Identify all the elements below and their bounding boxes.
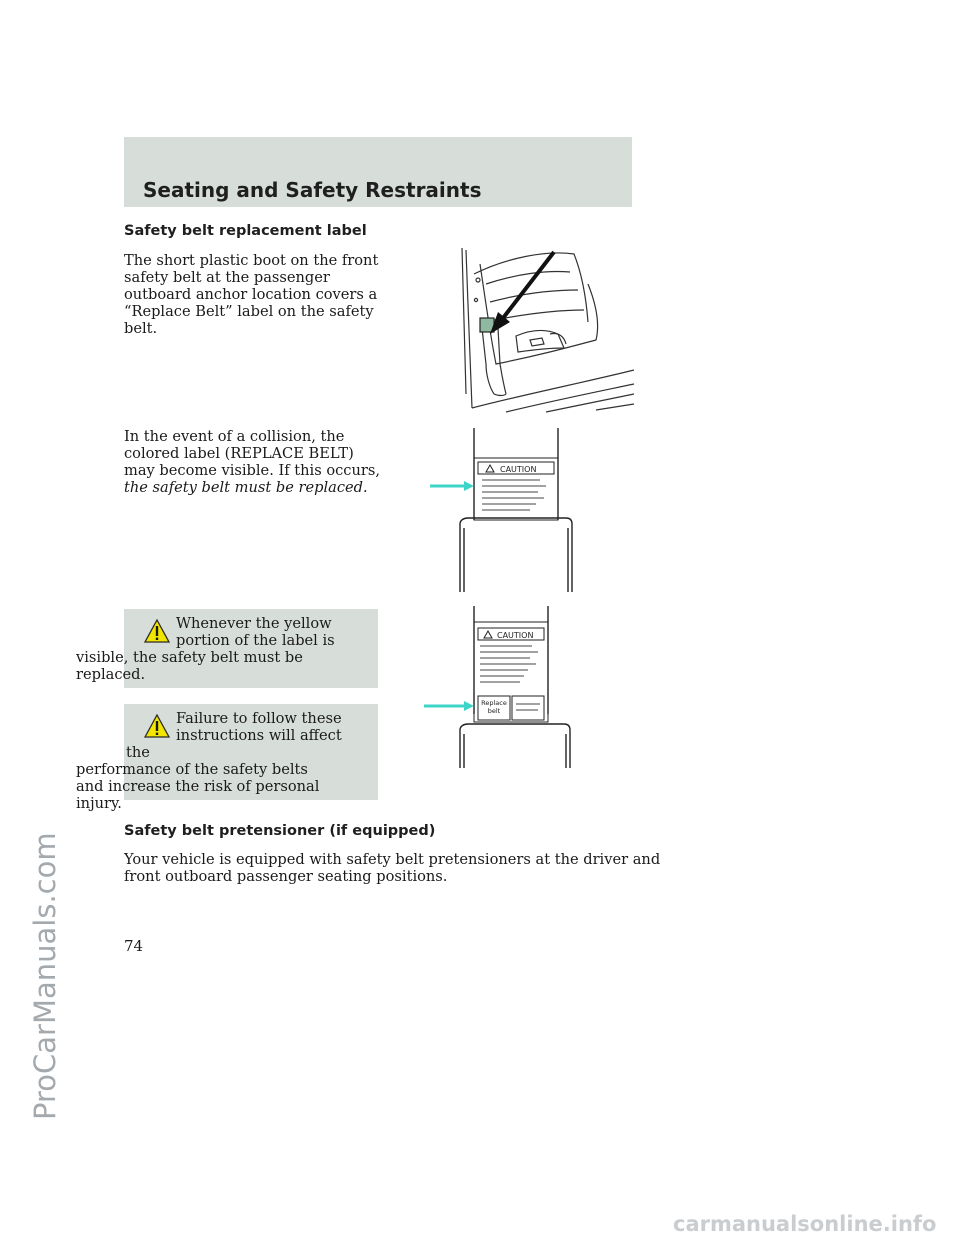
text-line-emphasis: the safety belt must be replaced. — [124, 479, 368, 496]
text-line: portion of the label is — [176, 632, 335, 649]
caution-label-illustration — [420, 424, 580, 594]
text-line: “Replace Belt” label on the safety — [124, 303, 374, 320]
text-line: instructions will affect the — [126, 727, 342, 761]
warning-text — [76, 710, 370, 812]
replace-belt-label-illustration — [420, 604, 580, 774]
warning-box-yellow-label — [76, 609, 378, 688]
footer-watermark: carmanualsonline.info — [673, 1212, 937, 1236]
text-line: Whenever the yellow — [176, 615, 332, 632]
text-line: In the event of a collision, the — [124, 428, 345, 445]
section-heading-replacement-label: Safety belt replacement label — [124, 223, 367, 239]
cyan-pointer-arrow-icon — [464, 701, 474, 711]
text-line: Your vehicle is equipped with safety belt pretensioners at the driver and — [124, 851, 661, 868]
replace-label-line: Replace — [481, 699, 507, 707]
page-number: 74 — [124, 937, 144, 955]
text-line: replaced. — [76, 666, 146, 683]
replace-label-line: belt — [487, 707, 501, 715]
text-line: performance of the safety belts — [76, 761, 308, 778]
paragraph-collision — [124, 428, 380, 496]
text-line: and increase the risk of personal — [76, 778, 320, 795]
text-line: front outboard passenger seating positions. — [124, 868, 448, 885]
caution-label-text: CAUTION — [500, 465, 537, 474]
warning-box-instructions — [76, 704, 378, 812]
text-line: belt. — [124, 320, 158, 337]
text-line: outboard anchor location covers a — [124, 286, 378, 303]
text-line: The short plastic boot on the front — [124, 252, 379, 269]
paragraph-pretensioner — [124, 851, 660, 885]
section-heading-pretensioner: Safety belt pretensioner (if equipped) — [124, 823, 436, 839]
text-line: Failure to follow these — [176, 710, 342, 727]
warning-text — [76, 615, 370, 683]
text-line: colored label (REPLACE BELT) — [124, 445, 354, 462]
cyan-pointer-arrow-icon — [464, 481, 474, 491]
text-line: visible, the safety belt must be — [76, 649, 303, 666]
paragraph-boot — [124, 252, 378, 337]
page-title: Seating and Safety Restraints — [143, 178, 482, 202]
text-line: may become visible. If this occurs, — [124, 462, 380, 479]
text-line: safety belt at the passenger — [124, 269, 330, 286]
text-line: injury. — [76, 795, 122, 812]
side-watermark: ProCarManuals.com — [28, 832, 62, 1120]
seat-belt-boot-illustration — [446, 244, 636, 414]
caution-label-text: CAUTION — [497, 631, 534, 640]
